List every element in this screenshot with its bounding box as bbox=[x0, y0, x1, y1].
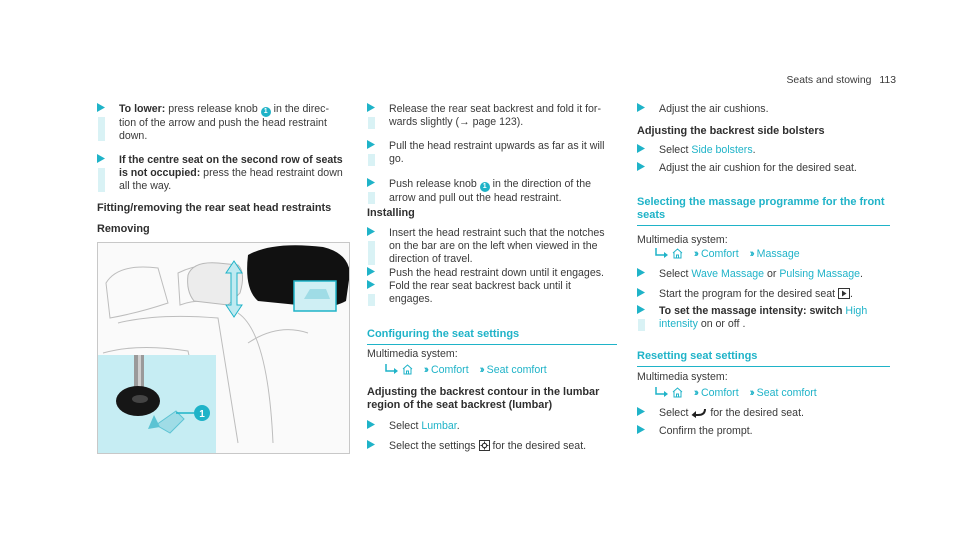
section-resetting-seat-settings: Resetting seat settings bbox=[637, 350, 890, 367]
heading-installing: Installing bbox=[367, 207, 415, 219]
knob-1-icon: 1 bbox=[480, 182, 490, 192]
step-lead: is not occupied: bbox=[119, 167, 201, 179]
multimedia-label: Multimedia system: bbox=[637, 371, 728, 383]
step-text: engages. bbox=[389, 293, 433, 305]
step-text: Insert the head restraint such that the notches bbox=[389, 227, 605, 239]
path-comfort: Comfort bbox=[700, 387, 739, 399]
heading-removing: Removing bbox=[97, 223, 150, 235]
step-arrow-icon bbox=[637, 144, 645, 153]
step-arrow-icon bbox=[367, 178, 375, 187]
chevron-double-icon: ›› bbox=[423, 364, 427, 376]
step-text: Adjust the air cushion for the desired seat. bbox=[659, 162, 857, 174]
step-select-settings bbox=[367, 440, 627, 453]
multimedia-label: Multimedia system: bbox=[637, 234, 728, 246]
menu-path bbox=[367, 364, 547, 377]
subheading-side-bolsters: Adjusting the backrest side bolsters bbox=[637, 125, 825, 137]
high-intensity-option: intensity bbox=[659, 318, 698, 330]
step-text: all the way. bbox=[119, 180, 172, 192]
step-text: go. bbox=[389, 153, 404, 165]
menu-path bbox=[637, 248, 800, 261]
section-massage-programme bbox=[637, 196, 890, 226]
step-start-program bbox=[637, 288, 907, 301]
step-confirm bbox=[637, 425, 897, 438]
chevron-double-icon: ›› bbox=[749, 248, 753, 260]
step-select-lumbar bbox=[367, 420, 627, 433]
lumbar-option: Lumbar bbox=[421, 420, 457, 432]
step-text: . bbox=[752, 144, 756, 156]
step-bar bbox=[368, 294, 375, 306]
step-text: down. bbox=[119, 130, 148, 142]
home-icon bbox=[672, 248, 683, 259]
step-lead: To set the massage intensity: switch bbox=[659, 305, 846, 317]
chevron-double-icon: ›› bbox=[479, 364, 483, 376]
step-bar bbox=[638, 319, 645, 331]
callout-label: 1 bbox=[199, 409, 205, 420]
subheading-lumbar-1: Adjusting the backrest contour in the lumbar bbox=[367, 386, 600, 398]
step-text: or bbox=[764, 268, 780, 280]
step-push-knob bbox=[367, 178, 627, 204]
step-select-side-bolsters bbox=[637, 144, 897, 157]
step-text: in the direction of the bbox=[489, 178, 591, 190]
step-text: arrow and pull out the head restraint. bbox=[389, 192, 562, 204]
home-icon bbox=[672, 387, 683, 398]
path-seat-comfort: Seat comfort bbox=[486, 364, 547, 376]
step-lead: If the centre seat on the second row of seats bbox=[119, 154, 343, 166]
step-release-backrest bbox=[367, 103, 627, 129]
step-to-lower bbox=[97, 103, 357, 141]
step-bar bbox=[368, 117, 375, 129]
return-path-icon bbox=[655, 248, 669, 259]
step-text: Start the program for the desired seat bbox=[659, 288, 839, 300]
step-arrow-icon bbox=[97, 154, 105, 163]
step-text: for the desired seat. bbox=[707, 407, 804, 419]
step-arrow-icon bbox=[637, 162, 645, 171]
step-arrow-icon bbox=[637, 288, 645, 297]
step-lead: To lower: bbox=[119, 103, 166, 115]
step-text: . bbox=[860, 268, 863, 280]
head-restraint-illustration bbox=[97, 242, 350, 454]
step-arrow-icon bbox=[637, 305, 645, 314]
step-text: . bbox=[850, 288, 853, 300]
subheading-lumbar-2: region of the seat backrest (lumbar) bbox=[367, 399, 553, 411]
wave-massage-option: Wave Massage bbox=[691, 268, 765, 280]
step-adjust-air bbox=[637, 103, 897, 116]
step-text: on or off . bbox=[697, 318, 746, 330]
step-text: tion of the arrow and push the head restraint bbox=[119, 117, 327, 129]
step-arrow-icon bbox=[637, 103, 645, 112]
step-arrow-icon bbox=[637, 407, 645, 416]
step-bar bbox=[368, 241, 375, 265]
step-bar bbox=[368, 192, 375, 204]
return-path-icon bbox=[385, 364, 399, 375]
step-text: Push release knob bbox=[389, 178, 480, 190]
high-intensity-option: High bbox=[845, 305, 868, 317]
settings-icon bbox=[479, 440, 490, 451]
step-text: in the direc- bbox=[270, 103, 329, 115]
step-text: Select bbox=[659, 407, 692, 419]
step-arrow-icon bbox=[367, 280, 375, 289]
step-select-massage bbox=[637, 268, 907, 281]
section-title-line: seats bbox=[637, 209, 666, 221]
knob-1-icon: 1 bbox=[261, 107, 271, 117]
step-adjust-cushion bbox=[637, 162, 897, 175]
reset-arrow-icon bbox=[691, 407, 707, 418]
step-text: Confirm the prompt. bbox=[659, 425, 753, 437]
step-text: Pull the head restraint upwards as far as it will bbox=[389, 140, 605, 152]
heading-fitting-removing: Fitting/removing the rear seat head restraints bbox=[97, 202, 332, 214]
pulsing-massage-option: Pulsing Massage bbox=[779, 268, 861, 280]
step-pull-up bbox=[367, 140, 627, 166]
step-text: Select bbox=[389, 420, 422, 432]
step-arrow-icon bbox=[367, 267, 375, 276]
path-seat-comfort: Seat comfort bbox=[756, 387, 817, 399]
path-comfort: Comfort bbox=[430, 364, 469, 376]
chevron-double-icon: ›› bbox=[693, 387, 697, 399]
section-title-line: Selecting the massage programme for the front bbox=[637, 196, 885, 208]
step-arrow-icon bbox=[637, 268, 645, 277]
step-text: Select the settings bbox=[389, 440, 479, 452]
step-fold-back bbox=[367, 280, 627, 306]
step-arrow-icon bbox=[97, 103, 105, 112]
multimedia-label: Multimedia system: bbox=[367, 348, 458, 360]
return-path-icon bbox=[655, 387, 669, 398]
step-text: direction of travel. bbox=[389, 253, 473, 265]
step-text: press the head restraint down bbox=[200, 167, 343, 179]
section-name: Seats and stowing bbox=[786, 75, 872, 86]
step-text: wards slightly (→ page 123). bbox=[389, 116, 524, 128]
step-arrow-icon bbox=[367, 140, 375, 149]
step-text: on the bar are on the left when viewed in the bbox=[389, 240, 598, 252]
step-push-down bbox=[367, 267, 627, 280]
step-text: Release the rear seat backrest and fold it for- bbox=[389, 103, 601, 115]
chevron-double-icon: ›› bbox=[749, 387, 753, 399]
page-number: 113 bbox=[879, 75, 896, 86]
step-text: Select bbox=[659, 268, 692, 280]
home-icon bbox=[402, 364, 413, 375]
section-configuring-seat-settings: Configuring the seat settings bbox=[367, 328, 617, 345]
step-bar bbox=[98, 168, 105, 192]
page-header bbox=[787, 74, 897, 87]
side-bolsters-option: Side bolsters bbox=[691, 144, 753, 156]
step-arrow-icon bbox=[367, 440, 375, 449]
step-text: for the desired seat. bbox=[489, 440, 587, 452]
step-massage-intensity bbox=[637, 305, 907, 331]
seat-illustration-svg bbox=[98, 243, 350, 454]
path-comfort: Comfort bbox=[700, 248, 739, 260]
step-arrow-icon bbox=[637, 425, 645, 434]
step-text: Select bbox=[659, 144, 692, 156]
step-text: Fold the rear seat backrest back until it bbox=[389, 280, 571, 292]
step-insert bbox=[367, 227, 627, 265]
step-arrow-icon bbox=[367, 227, 375, 236]
step-bar bbox=[368, 154, 375, 166]
step-centre-seat bbox=[97, 154, 362, 192]
step-arrow-icon bbox=[367, 420, 375, 429]
chevron-double-icon: ›› bbox=[693, 248, 697, 260]
menu-path bbox=[637, 387, 817, 400]
path-massage: Massage bbox=[756, 248, 800, 260]
step-bar bbox=[98, 117, 105, 141]
step-text: Adjust the air cushions. bbox=[659, 103, 769, 115]
step-text: Push the head restraint down until it engages. bbox=[389, 267, 604, 279]
step-text: press release knob bbox=[165, 103, 261, 115]
step-select-reset bbox=[637, 407, 897, 420]
step-text: . bbox=[456, 420, 460, 432]
step-arrow-icon bbox=[367, 103, 375, 112]
play-icon bbox=[838, 288, 850, 299]
